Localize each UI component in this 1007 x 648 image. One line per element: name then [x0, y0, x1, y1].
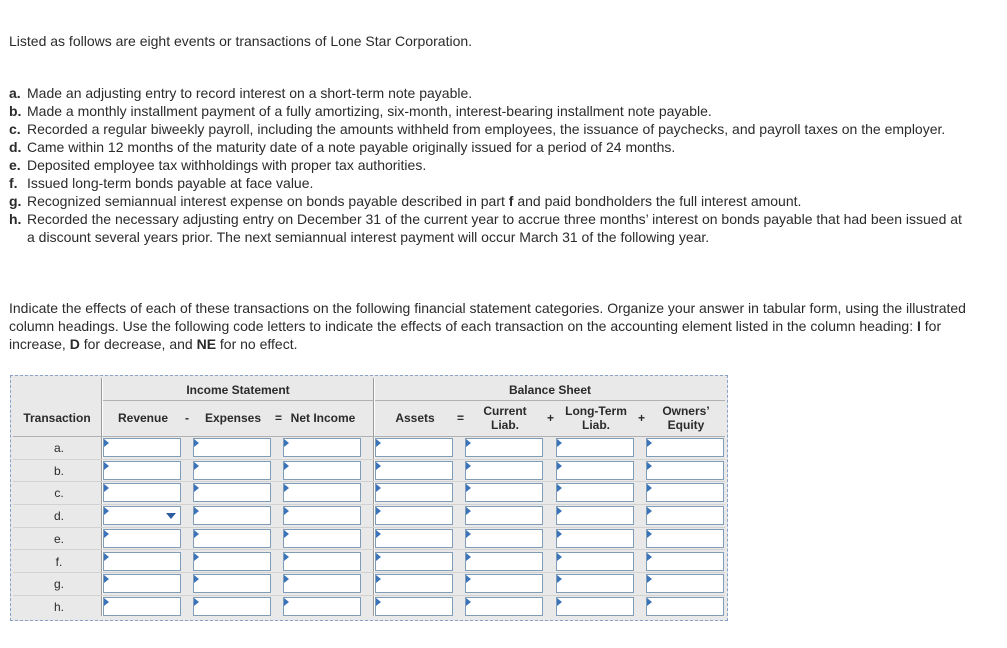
cell-marker-icon — [466, 530, 471, 538]
input-current-liab[interactable] — [465, 506, 543, 525]
input-revenue[interactable] — [103, 461, 181, 480]
cell-marker-icon — [194, 553, 199, 561]
cell-marker-icon — [284, 530, 289, 538]
cell-marker-icon — [557, 553, 562, 561]
cell-marker-icon — [647, 462, 652, 470]
cell-marker-icon — [557, 598, 562, 606]
input-longterm-liab[interactable] — [556, 438, 634, 457]
cell-marker-icon — [647, 484, 652, 492]
row-label: e. — [53, 531, 64, 546]
cell-marker-icon — [376, 530, 381, 538]
input-current-liab[interactable] — [465, 438, 543, 457]
cell-marker-icon — [647, 598, 652, 606]
cell-marker-icon — [376, 598, 381, 606]
group-income-statement: Income Statement — [186, 383, 290, 397]
cell-marker-icon — [194, 575, 199, 583]
cell-marker-icon — [194, 484, 199, 492]
cell-marker-icon — [647, 530, 652, 538]
row-label: c. — [54, 486, 64, 501]
input-assets[interactable] — [375, 552, 453, 571]
cell-marker-icon — [194, 530, 199, 538]
group-balance-sheet: Balance Sheet — [508, 383, 592, 397]
event-text: Issued long-term bonds payable at face value. — [27, 175, 314, 191]
cell-marker-icon — [284, 553, 289, 561]
event-item-c — [9, 120, 969, 138]
input-owners-equity[interactable] — [646, 529, 724, 548]
instructions-part: for increase, — [9, 318, 942, 352]
cell-marker-icon — [104, 575, 109, 583]
op-plus: + — [547, 411, 555, 425]
event-text-pre: Recognized semiannual interest expense on bonds payable described in part — [27, 193, 509, 209]
cell-marker-icon — [104, 507, 109, 515]
input-expenses[interactable] — [193, 438, 271, 457]
input-net-income[interactable] — [283, 552, 361, 571]
cell-marker-icon — [194, 462, 199, 470]
cell-marker-icon — [557, 575, 562, 583]
event-letter: c. — [9, 121, 21, 137]
intro-text: Listed as follows are eight events or transactions of Lone Star Corporation. — [9, 33, 473, 49]
instructions-part: for decrease, and — [79, 336, 197, 352]
cell-marker-icon — [557, 439, 562, 447]
input-net-income[interactable] — [283, 529, 361, 548]
input-longterm-liab[interactable] — [556, 461, 634, 480]
cell-marker-icon — [194, 439, 199, 447]
input-current-liab[interactable] — [465, 529, 543, 548]
row-label: b. — [53, 463, 64, 478]
col-revenue: Revenue — [117, 411, 169, 425]
op-minus: - — [185, 411, 189, 425]
row-separator — [13, 481, 725, 482]
event-item-d — [9, 138, 969, 156]
input-expenses[interactable] — [193, 574, 271, 593]
col-current-liab-line1: Current — [483, 404, 527, 418]
row-label: f. — [55, 554, 63, 569]
event-letter: h. — [9, 211, 22, 227]
input-assets[interactable] — [375, 529, 453, 548]
input-expenses[interactable] — [193, 461, 271, 480]
cell-marker-icon — [284, 507, 289, 515]
cell-marker-icon — [466, 439, 471, 447]
row-separator — [13, 595, 725, 596]
col-longterm-liab — [556, 404, 636, 432]
header-separator — [375, 400, 725, 401]
col-transaction: Transaction — [23, 411, 91, 425]
header-separator — [13, 436, 725, 437]
input-longterm-liab[interactable] — [556, 483, 634, 502]
code-no-effect: NE — [196, 336, 217, 352]
cell-marker-icon — [104, 530, 109, 538]
event-text: Recorded the necessary adjusting entry on December 31 of the current year to accrue three months’ interest on bonds payable that had been issued at a discount several years prior. The next semiannual interest payment will occur March 31 of the following year. — [27, 211, 962, 245]
input-net-income[interactable] — [283, 461, 361, 480]
cell-marker-icon — [557, 530, 562, 538]
cell-marker-icon — [466, 462, 471, 470]
op-equals: = — [457, 411, 465, 425]
input-current-liab[interactable] — [465, 552, 543, 571]
input-net-income[interactable] — [283, 597, 361, 616]
row-separator — [13, 504, 725, 505]
cell-marker-icon — [284, 598, 289, 606]
row-label: d. — [53, 509, 64, 524]
row-label: g. — [53, 577, 64, 592]
op-plus: + — [638, 411, 646, 425]
input-longterm-liab[interactable] — [556, 529, 634, 548]
col-current-liab-line2: Liab. — [490, 418, 519, 432]
cell-marker-icon — [557, 507, 562, 515]
event-text: Came within 12 months of the maturity date of a note payable originally issued for a period of 24 months. — [27, 139, 676, 155]
input-longterm-liab[interactable] — [556, 552, 634, 571]
col-owners-equity-line2: Equity — [667, 418, 705, 432]
input-assets[interactable] — [375, 461, 453, 480]
cell-marker-icon — [557, 484, 562, 492]
input-current-liab[interactable] — [465, 597, 543, 616]
col-longterm-liab-line2: Liab. — [581, 418, 610, 432]
cell-marker-icon — [466, 575, 471, 583]
event-item-e — [9, 156, 969, 174]
code-decrease: D — [69, 336, 80, 352]
code-increase: I — [916, 318, 921, 334]
row-label: h. — [53, 599, 64, 614]
row-separator — [13, 549, 725, 550]
input-revenue[interactable] — [103, 483, 181, 502]
input-assets[interactable] — [375, 483, 453, 502]
input-assets[interactable] — [375, 597, 453, 616]
cell-marker-icon — [194, 598, 199, 606]
cell-marker-icon — [284, 575, 289, 583]
col-owners-equity-line1: Owners’ — [662, 404, 710, 418]
cell-marker-icon — [104, 598, 109, 606]
event-text: Made an adjusting entry to record interest on a short-term note payable. — [27, 85, 473, 101]
col-expenses: Expenses — [204, 411, 262, 425]
input-owners-equity[interactable] — [646, 506, 724, 525]
input-current-liab[interactable] — [465, 483, 543, 502]
input-owners-equity[interactable] — [646, 552, 724, 571]
cell-marker-icon — [104, 484, 109, 492]
input-net-income[interactable] — [283, 506, 361, 525]
col-net-income: Net Income — [290, 411, 356, 425]
event-item-f — [9, 174, 969, 192]
input-owners-equity[interactable] — [646, 461, 724, 480]
cell-marker-icon — [376, 507, 381, 515]
event-item-a — [9, 84, 969, 102]
cell-marker-icon — [557, 462, 562, 470]
input-expenses[interactable] — [193, 483, 271, 502]
instructions-text — [9, 299, 974, 353]
event-letter: b. — [9, 103, 22, 119]
input-owners-equity[interactable] — [646, 483, 724, 502]
cell-marker-icon — [466, 484, 471, 492]
row-separator — [13, 572, 725, 573]
cell-marker-icon — [376, 439, 381, 447]
cell-marker-icon — [284, 484, 289, 492]
input-assets[interactable] — [375, 506, 453, 525]
event-letter: g. — [9, 193, 22, 209]
effects-table — [10, 375, 728, 621]
row-separator — [13, 527, 725, 528]
input-revenue[interactable] — [103, 438, 181, 457]
input-net-income[interactable] — [283, 574, 361, 593]
cell-marker-icon — [376, 575, 381, 583]
event-letter: a. — [9, 85, 21, 101]
event-text: Recorded a regular biweekly payroll, including the amounts withheld from employees, the issuance of paychecks, and payroll taxes on the employer. — [27, 121, 946, 137]
input-net-income[interactable] — [283, 438, 361, 457]
input-longterm-liab[interactable] — [556, 574, 634, 593]
input-owners-equity[interactable] — [646, 574, 724, 593]
op-equals: = — [275, 411, 283, 425]
input-expenses[interactable] — [193, 529, 271, 548]
instructions-part: Indicate the effects of each of these transactions on the following financial statement categories. Organize your answer in tabular form, using the illustrated column headings. Use the following code letters to indicate the effects of each transaction on the accounting element listed in the column heading: — [9, 300, 966, 334]
input-net-income[interactable] — [283, 483, 361, 502]
input-assets[interactable] — [375, 574, 453, 593]
input-revenue[interactable] — [103, 552, 181, 571]
event-letter: d. — [9, 139, 22, 155]
cell-marker-icon — [194, 507, 199, 515]
event-text-bold: f — [508, 193, 514, 209]
input-revenue[interactable] — [103, 574, 181, 593]
input-revenue[interactable] — [103, 597, 181, 616]
cell-marker-icon — [647, 507, 652, 515]
input-expenses[interactable] — [193, 552, 271, 571]
input-current-liab[interactable] — [465, 574, 543, 593]
cell-marker-icon — [104, 439, 109, 447]
cell-marker-icon — [647, 553, 652, 561]
col-owners-equity — [646, 404, 726, 432]
cell-marker-icon — [647, 575, 652, 583]
event-item-g — [9, 192, 969, 210]
input-expenses[interactable] — [193, 597, 271, 616]
input-longterm-liab[interactable] — [556, 597, 634, 616]
cell-marker-icon — [104, 553, 109, 561]
event-text: Made a monthly installment payment of a fully amortizing, six-month, interest-bearing installment note payable. — [27, 103, 712, 119]
row-label: a. — [53, 441, 64, 455]
event-letter: f. — [9, 175, 18, 191]
events-list — [9, 84, 969, 246]
event-item-b — [9, 102, 969, 120]
row-separator — [13, 459, 725, 460]
input-revenue[interactable] — [103, 506, 181, 525]
input-longterm-liab[interactable] — [556, 506, 634, 525]
cell-marker-icon — [284, 462, 289, 470]
dropdown-arrow-icon[interactable] — [166, 513, 176, 519]
col-longterm-liab-line1: Long-Term — [565, 404, 627, 418]
input-current-liab[interactable] — [465, 461, 543, 480]
cell-marker-icon — [647, 439, 652, 447]
event-text: Deposited employee tax withholdings with proper tax authorities. — [27, 157, 427, 173]
col-current-liab — [465, 404, 545, 432]
event-item-h — [9, 210, 969, 246]
cell-marker-icon — [376, 484, 381, 492]
event-text-post: and paid bondholders the full interest amount. — [513, 193, 802, 209]
col-assets: Assets — [395, 411, 435, 425]
input-owners-equity[interactable] — [646, 438, 724, 457]
cell-marker-icon — [466, 553, 471, 561]
cell-marker-icon — [104, 462, 109, 470]
event-letter: e. — [9, 157, 21, 173]
cell-marker-icon — [376, 462, 381, 470]
header-separator — [103, 400, 373, 401]
input-revenue[interactable] — [103, 529, 181, 548]
input-owners-equity[interactable] — [646, 597, 724, 616]
cell-marker-icon — [284, 439, 289, 447]
input-expenses[interactable] — [193, 506, 271, 525]
cell-marker-icon — [466, 598, 471, 606]
cell-marker-icon — [466, 507, 471, 515]
cell-marker-icon — [376, 553, 381, 561]
input-assets[interactable] — [375, 438, 453, 457]
instructions-part: for no effect. — [216, 336, 298, 352]
